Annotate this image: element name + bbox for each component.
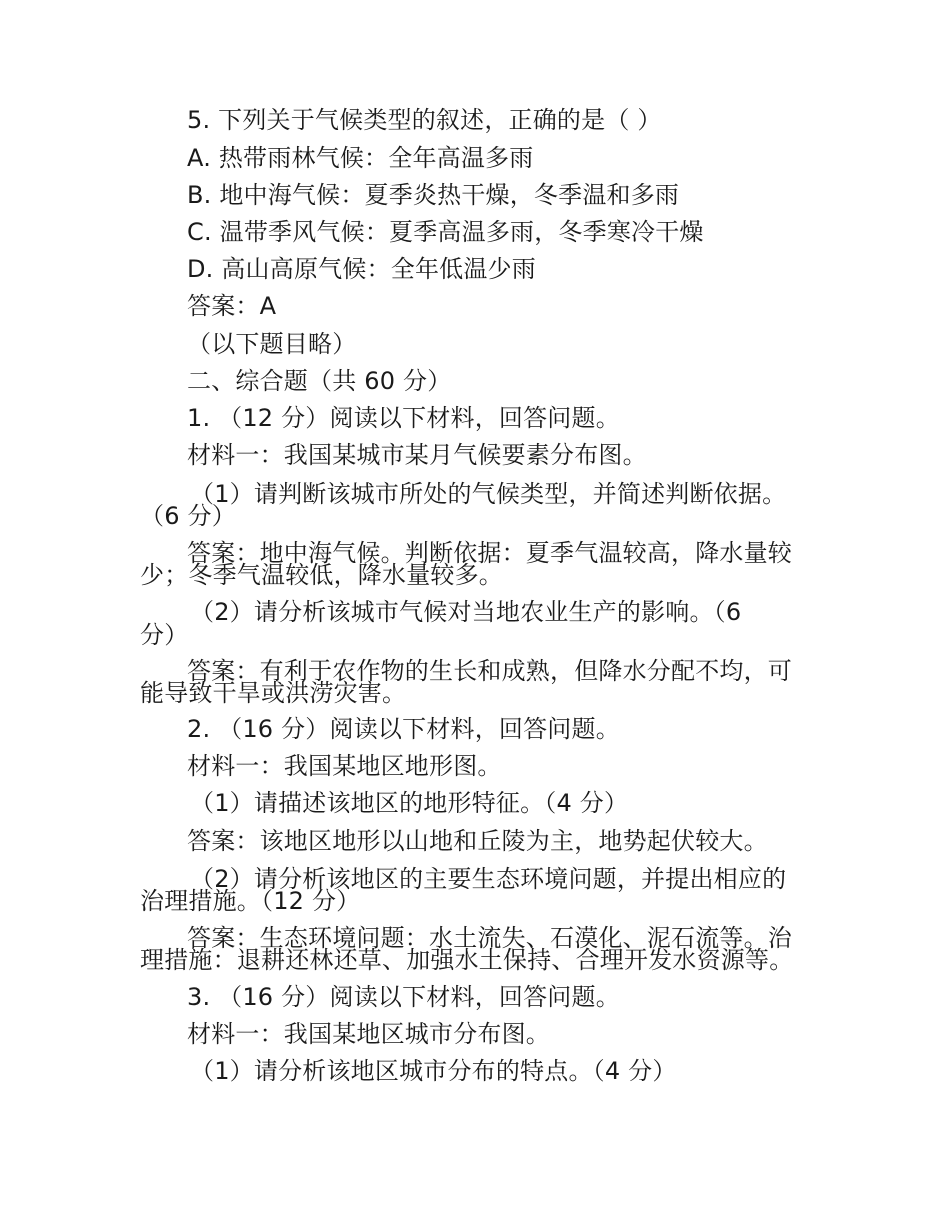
q2-sub1-answer: 答案：该地区地形以山地和丘陵为主，地势起伏较大。 xyxy=(187,827,768,855)
option-c: C. 温带季风气候：夏季高温多雨，冬季寒冷干燥 xyxy=(187,218,704,246)
question-1-stem: 1. （12 分）阅读以下材料，回答问题。 xyxy=(187,404,620,432)
q1-sub2-answer: 答案：有利于农作物的生长和成熟，但降水分配不均，可 xyxy=(187,657,792,685)
q3-material: 材料一：我国某地区城市分布图。 xyxy=(187,1020,550,1048)
question-5-stem: 5. 下列关于气候类型的叙述，正确的是（ ） xyxy=(187,106,662,134)
q1-sub1-cont: （6 分） xyxy=(140,502,236,530)
q1-sub2-answer-cont: 能导致干旱或洪涝灾害。 xyxy=(140,679,407,707)
question-3-stem: 3. （16 分）阅读以下材料，回答问题。 xyxy=(187,983,620,1011)
q1-sub1: （1）请判断该城市所处的气候类型，并简述判断依据。 xyxy=(190,480,787,508)
omitted-note: （以下题目略） xyxy=(187,330,357,358)
q1-sub2-cont: 分） xyxy=(140,621,189,649)
q3-sub1: （1）请分析该地区城市分布的特点。（4 分） xyxy=(190,1057,677,1085)
answer-5: 答案：A xyxy=(187,292,277,320)
q2-material: 材料一：我国某地区地形图。 xyxy=(187,752,502,780)
q2-sub2-cont: 治理措施。（12 分） xyxy=(140,887,361,915)
q1-sub2: （2）请分析该城市气候对当地农业生产的影响。（6 xyxy=(190,598,742,626)
q2-sub2-answer-cont: 理措施：退耕还林还草、加强水土保持、合理开发水资源等。 xyxy=(140,946,794,974)
question-2-stem: 2. （16 分）阅读以下材料，回答问题。 xyxy=(187,715,620,743)
q1-material: 材料一：我国某城市某月气候要素分布图。 xyxy=(187,441,647,469)
option-a: A. 热带雨林气候：全年高温多雨 xyxy=(187,144,534,172)
q1-sub1-answer-cont: 少；冬季气温较低，降水量较多。 xyxy=(140,561,503,589)
option-d: D. 高山高原气候：全年低温少雨 xyxy=(187,255,536,283)
option-b: B. 地中海气候：夏季炎热干燥，冬季温和多雨 xyxy=(187,181,680,209)
q2-sub2: （2）请分析该地区的主要生态环境问题，并提出相应的 xyxy=(190,865,787,893)
q2-sub1: （1）请描述该地区的地形特征。（4 分） xyxy=(190,789,629,817)
section-heading: 二、综合题（共 60 分） xyxy=(187,367,452,395)
q2-sub2-answer: 答案：生态环境问题：水土流失、石漠化、泥石流等。治 xyxy=(187,924,792,952)
q1-sub1-answer: 答案：地中海气候。判断依据：夏季气温较高，降水量较 xyxy=(187,539,792,567)
